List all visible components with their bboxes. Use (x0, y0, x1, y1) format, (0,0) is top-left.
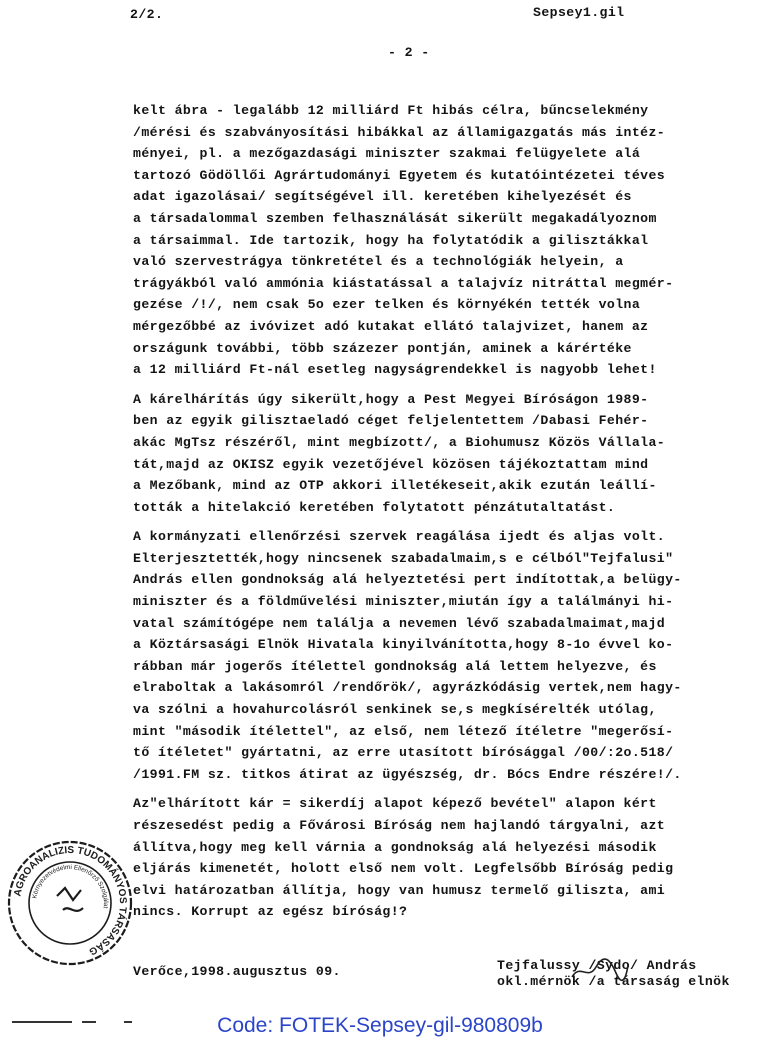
text-line: A kormányzati ellenőrzési szervek reagálása ijedt és aljas volt. (133, 529, 666, 545)
text-line: a Mezőbank, mind az OTP akkori illetékeseit,akik ezután leállí- (133, 478, 657, 494)
text-line: a 12 milliárd Ft-nál esetleg nagyságrendekkel is nagyobb lehet! (133, 362, 657, 378)
stamp-outer-text: AGROANALIZIS TUDOMÁNYOS TÁRSASÁG (12, 844, 129, 957)
text-line: va szólni a hovahurcolásról senkinek se,s megkísérelték utólag, (133, 702, 657, 718)
text-line: trágyákból való ammónia kiástatással a talajvíz nitráttal megmér- (133, 275, 674, 291)
text-line: részesedést pedig a Fővárosi Bíróság nem hajlandó tárgyalni, azt (133, 818, 666, 833)
text-line: eljárás kimenetét, holott első nem volt. Legfelsőbb Bíróság pedig (133, 861, 674, 877)
place-date: Verőce,1998.augusztus 09. (133, 964, 341, 979)
text-line: mérgezőbbé az ivóvizet adó kutakat ellátó talajvizet, hanem az (133, 318, 649, 334)
organization-stamp (5, 838, 135, 968)
page-number: - 2 - (388, 45, 430, 60)
text-line: tát,majd az OKISZ egyik vezetőjével közösen tájékoztattam mind (133, 456, 649, 472)
text-line: a társaimmal. Ide tartozik, hogy ha folytatódik a gilisztákkal (133, 232, 649, 248)
text-line: állítva,hogy meg kell várnia a gondnokság alá helyezési második (133, 839, 657, 855)
text-line: országunk további, több százezer pontján, aminek a kárértéke (133, 340, 632, 356)
paragraph-1 (133, 100, 733, 381)
text-line: akác MgTsz részéről, mint megbízott/, a Biohumusz Közös Vállala- (133, 434, 666, 450)
file-name: Sepsey1.gil (533, 5, 625, 20)
text-line: mint "második ítélettel", az első, nem létező ítéletre "megerősí- (133, 723, 674, 739)
signature-name: Tejfalussy /Sydo/ András (497, 958, 697, 973)
signature-title: okl.mérnök /a társaság elnök (497, 974, 730, 989)
text-line: nincs. Korrupt az egész bíróság!? (133, 904, 408, 920)
text-line: /1991.FM sz. titkos átirat az ügyészség, dr. Bócs Endre részére!/. (133, 766, 682, 782)
text-line: András ellen gondnokság alá helyeztetési pert indítottak,a belügy- (133, 572, 682, 588)
text-line: rábban már jogerős ítélettel gondnokság alá lettem helyezve, és (133, 658, 657, 674)
document-code: Code: FOTEK-Sepsey-gil-980809b (217, 1014, 543, 1037)
text-line: A kárelhárítás úgy sikerült,hogy a Pest Megyei Bíróságon 1989- (133, 391, 649, 407)
signature-scribble (570, 955, 630, 985)
text-line: a társadalommal szemben felhasználását sikerült megakadályoznom (133, 210, 657, 226)
paragraph-2 (133, 389, 733, 519)
text-line: tő ítéletet" gyártatni, az erre utasított bírósággal /00/:2o.518/ (133, 745, 674, 761)
text-line: gezése /!/, nem csak 5o ezer telken és környékén tették volna (133, 297, 641, 313)
letter-body (133, 100, 733, 931)
page-ref: 2/2. (130, 7, 164, 22)
paragraph-4 (133, 793, 733, 923)
text-line: elraboltak a lakásomról /rendőrök/, agyrázkódásig vertek,nem hagy- (133, 680, 682, 696)
paragraph-3 (133, 526, 733, 785)
text-line: ményei, pl. a mezőgazdasági miniszter szakmai felügyelete alá (133, 146, 641, 162)
text-line: miniszter és a földművelési miniszter,miután így a találmányi hi- (133, 594, 674, 610)
text-line: vatal számítógépe nem találja a nevemen lévő szabadalmaimat,majd (133, 615, 666, 631)
text-line: Az"elhárított kár = sikerdíj alapot képező bevétel" alapon kért (133, 796, 657, 812)
stamp-emblem-icon (57, 888, 83, 911)
stamp-inner-text: Környezetvédelmi Ellenőrző Szolgálat (31, 863, 110, 909)
text-line: való szervestrágya tönkretétel és a technológiák helyein, a (133, 254, 624, 270)
text-line: tartozó Gödöllői Agrártudományi Egyetem és kutatóintézetei téves (133, 167, 666, 183)
text-line: elvi határozatban állítja, hogy van humusz termelő giliszta, ami (133, 882, 666, 898)
text-line: /mérési és szabványosítási hibákkal az államigazgatás más intéz- (133, 124, 666, 140)
text-line: Elterjesztették,hogy nincsenek szabadalmaim,s e célból"Tejfalusi" (133, 550, 674, 566)
text-line: ben az egyik gilisztaeladó céget feljelentettem /Dabasi Fehér- (133, 413, 649, 429)
text-line: adat igazolásai/ segítségével ill. keretében kihelyezését és (133, 189, 632, 205)
text-line: kelt ábra - legalább 12 milliárd Ft hibás célra, bűncselekmény (133, 103, 649, 118)
text-line: tották a hitelakció keretében folytatott pénzátutaltatást. (133, 499, 616, 515)
text-line: a Köztársasági Elnök Hivatala kinyilvánította,hogy 8-1o évvel ko- (133, 637, 674, 653)
